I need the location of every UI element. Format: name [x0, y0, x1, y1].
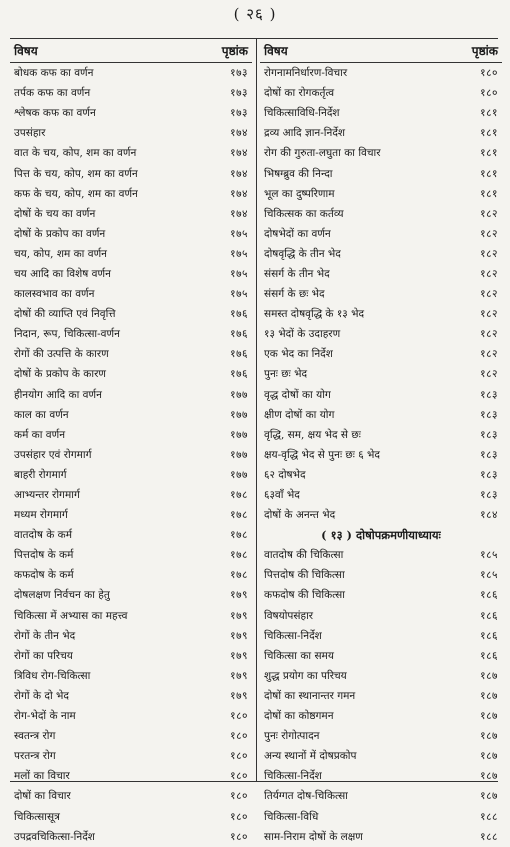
entry-page-number: १७६ — [230, 328, 248, 341]
entry-topic: वात के चय, कोप, शम का वर्णन — [14, 147, 137, 160]
entry-page-number: १८२ — [480, 328, 498, 341]
entry-page-number: १७४ — [230, 127, 248, 140]
page-number: ( २६ ) — [233, 5, 277, 23]
entry-topic: ६३वाँ भेद — [264, 489, 300, 502]
topic-heading: विषय — [14, 44, 38, 58]
entry-topic: संसर्ग के छः भेद — [264, 288, 325, 301]
index-entry — [260, 465, 502, 485]
index-entry — [260, 646, 502, 666]
entry-page-number: १८३ — [480, 489, 498, 502]
entry-topic: श्लेषक कफ का वर्णन — [14, 107, 96, 120]
page-heading: पृष्ठांक — [221, 44, 248, 58]
entry-topic: रोगों की उत्पत्ति के कारण — [14, 348, 109, 361]
entry-topic: दोषवृद्धि के तीन भेद — [264, 247, 341, 260]
index-entry — [10, 606, 252, 626]
page-heading: पृष्ठांक — [471, 44, 498, 58]
entry-topic: आभ्यन्तर रोगमार्ग — [14, 489, 80, 502]
entry-topic: रोगनामनिर्धारण-विचार — [264, 67, 348, 80]
index-entry — [10, 505, 252, 525]
index-entry — [10, 163, 252, 183]
entry-page-number: १८० — [230, 730, 248, 743]
index-entry — [260, 806, 502, 826]
entry-topic: दोषों का स्थानान्तर गमन — [264, 689, 356, 702]
entry-page-number: १७५ — [230, 267, 248, 280]
index-entry — [10, 244, 252, 264]
entry-topic: तिर्यग्गत दोष-चिकित्सा — [264, 790, 348, 803]
entry-page-number: १८७ — [480, 689, 498, 702]
index-entry — [260, 304, 502, 324]
entry-topic: चिकित्सा में अभ्यास का महत्त्व — [14, 609, 128, 622]
entry-topic: रोगों के तीन भेद — [14, 629, 76, 642]
entry-topic: भूल का दुष्परिणाम — [264, 187, 335, 200]
entry-page-number: १८७ — [480, 750, 498, 763]
entry-page-number: १८१ — [480, 187, 498, 200]
index-entry — [260, 445, 502, 465]
entry-page-number: १८३ — [480, 448, 498, 461]
entry-topic: दोषों के प्रकोप के कारण — [14, 368, 106, 381]
entry-page-number: १८१ — [480, 147, 498, 160]
entry-page-number: १८६ — [480, 589, 498, 602]
index-entry — [10, 364, 252, 384]
entry-page-number: १७८ — [230, 489, 248, 502]
entry-topic: रोग-भेदों के नाम — [14, 710, 76, 723]
entry-page-number: १७५ — [230, 247, 248, 260]
topic-heading: विषय — [264, 44, 288, 58]
left-column — [10, 39, 252, 843]
index-entry — [10, 806, 252, 826]
entry-topic: तर्पक कफ का वर्णन — [14, 87, 91, 100]
entry-topic: स्वतन्त्र रोग — [14, 730, 56, 743]
entry-topic: चय, कोप, शम का वर्णन — [14, 247, 107, 260]
index-entry — [10, 224, 252, 244]
entry-page-number: १७४ — [230, 167, 248, 180]
entry-page-number: १७४ — [230, 187, 248, 200]
index-entry — [10, 666, 252, 686]
entry-topic: कफ के चय, कोप, शम का वर्णन — [14, 187, 138, 200]
entry-topic: क्षय-वृद्धि भेद से पुनः छः ६ भेद — [264, 448, 381, 461]
index-entry — [10, 686, 252, 706]
entry-topic: भिषग्ब्रुव की निन्दा — [264, 167, 333, 180]
entry-page-number: १७३ — [230, 107, 248, 120]
entry-topic: साम-निराम दोषों के लक्षण — [264, 830, 363, 843]
entry-page-number: १८५ — [480, 549, 498, 562]
entry-topic: चिकित्सासूत्र — [14, 810, 60, 823]
index-entry — [10, 525, 252, 545]
entry-page-number: १७९ — [230, 649, 248, 662]
index-entry — [260, 786, 502, 806]
entry-topic: चिकित्सा-निर्देश — [264, 629, 322, 642]
entry-page-number: १८२ — [480, 227, 498, 240]
entry-topic: कफदोष की चिकित्सा — [264, 589, 345, 602]
index-entry — [10, 344, 252, 364]
entry-page-number: १८० — [230, 790, 248, 803]
entry-topic: बाहरी रोगमार्ग — [14, 468, 67, 481]
entry-page-number: १७८ — [230, 549, 248, 562]
entry-topic: रोग की गुरुता-लघुता का विचार — [264, 147, 381, 160]
entry-topic: दोषों के चय का वर्णन — [14, 207, 96, 220]
entry-topic: पुनः छः भेद — [264, 368, 308, 381]
entry-page-number: १७३ — [230, 67, 248, 80]
entry-topic: त्रिविध रोग-चिकित्सा — [14, 669, 91, 682]
entry-topic: वृद्धि, सम, क्षय भेद से छः — [264, 428, 361, 441]
index-entry — [260, 204, 502, 224]
index-entry — [10, 264, 252, 284]
entry-topic: चिकित्सा का समय — [264, 649, 334, 662]
index-entry — [10, 184, 252, 204]
index-entry — [10, 445, 252, 465]
entry-page-number: १७७ — [230, 468, 248, 481]
entry-topic: वातदोष के कर्म — [14, 529, 72, 542]
entry-topic: मध्यम रोगमार्ग — [14, 509, 68, 522]
entry-page-number: १८७ — [480, 669, 498, 682]
index-entry — [260, 686, 502, 706]
entry-page-number: १८३ — [480, 428, 498, 441]
entry-page-number: १८२ — [480, 288, 498, 301]
entry-page-number: १७४ — [230, 207, 248, 220]
entry-topic: रोगों का परिचय — [14, 649, 73, 662]
entry-page-number: १८३ — [480, 408, 498, 421]
index-entry — [10, 324, 252, 344]
index-entry — [260, 585, 502, 605]
right-column-header — [260, 39, 502, 63]
entry-topic: चिकित्सा-विधि — [264, 810, 319, 823]
right-entry-list — [260, 63, 502, 847]
entry-page-number: १८० — [230, 830, 248, 843]
entry-page-number: १८२ — [480, 368, 498, 381]
index-entry — [260, 63, 502, 83]
index-entry — [260, 385, 502, 405]
entry-page-number: १८० — [480, 87, 498, 100]
entry-page-number: १८६ — [480, 649, 498, 662]
contents-table — [10, 38, 498, 843]
entry-page-number: १७७ — [230, 408, 248, 421]
entry-page-number: १८७ — [480, 730, 498, 743]
index-entry — [10, 626, 252, 646]
entry-page-number: १८१ — [480, 167, 498, 180]
entry-page-number: १८३ — [480, 388, 498, 401]
entry-page-number: १८० — [230, 750, 248, 763]
index-entry — [260, 324, 502, 344]
index-entry — [10, 284, 252, 304]
index-entry — [10, 646, 252, 666]
entry-topic: दोषों का विचार — [14, 790, 71, 803]
index-entry — [10, 123, 252, 143]
entry-page-number: १८० — [230, 770, 248, 783]
index-entry — [260, 726, 502, 746]
entry-page-number: १८२ — [480, 207, 498, 220]
index-entry — [10, 425, 252, 445]
index-entry — [260, 706, 502, 726]
index-entry — [260, 425, 502, 445]
entry-topic: उपसंहार — [14, 127, 46, 140]
entry-topic: पुनः रोगोत्पादन — [264, 730, 320, 743]
entry-topic: पित्त के चय, कोप, शम का वर्णन — [14, 167, 138, 180]
entry-topic: कालस्वभाव का वर्णन — [14, 288, 95, 301]
chapter-heading — [260, 525, 502, 545]
entry-topic: दोषों के प्रकोप का वर्णन — [14, 227, 106, 240]
index-entry — [260, 565, 502, 585]
entry-page-number: १७९ — [230, 609, 248, 622]
index-entry — [10, 405, 252, 425]
index-entry — [260, 143, 502, 163]
entry-topic: चिकित्साविधि-निर्देश — [264, 107, 340, 120]
index-entry — [260, 184, 502, 204]
entry-topic: बोधक कफ का वर्णन — [14, 67, 94, 80]
index-entry — [260, 746, 502, 766]
entry-topic: पित्तदोष की चिकित्सा — [264, 569, 345, 582]
entry-topic: उपद्रवचिकित्सा-निर्देश — [14, 830, 95, 843]
entry-page-number: १८१ — [480, 107, 498, 120]
right-column — [260, 39, 502, 843]
index-entry — [260, 364, 502, 384]
index-entry — [10, 786, 252, 806]
entry-page-number: १७७ — [230, 448, 248, 461]
index-entry — [260, 405, 502, 425]
entry-topic: १३ भेदों के उदाहरण — [264, 328, 341, 341]
entry-page-number: १७७ — [230, 388, 248, 401]
index-entry — [260, 83, 502, 103]
entry-page-number: १७४ — [230, 147, 248, 160]
entry-topic: रोगों के दो भेद — [14, 689, 69, 702]
entry-topic: द्रव्य आदि ज्ञान-निर्देश — [264, 127, 346, 140]
index-entry — [260, 666, 502, 686]
index-entry — [10, 726, 252, 746]
index-entry — [260, 545, 502, 565]
entry-page-number: १७९ — [230, 629, 248, 642]
index-entry — [260, 606, 502, 626]
entry-page-number: १८८ — [480, 810, 498, 823]
entry-page-number: १७६ — [230, 368, 248, 381]
index-entry — [10, 746, 252, 766]
entry-page-number: १८२ — [480, 267, 498, 280]
index-entry — [260, 123, 502, 143]
entry-topic: कफदोष के कर्म — [14, 569, 74, 582]
entry-topic: कर्म का वर्णन — [14, 428, 66, 441]
entry-page-number: १७९ — [230, 669, 248, 682]
entry-topic: वृद्ध दोषों का योग — [264, 388, 331, 401]
entry-topic: ६२ दोषभेद — [264, 468, 306, 481]
entry-topic: पित्तदोष के कर्म — [14, 549, 74, 562]
entry-page-number: १८८ — [480, 830, 498, 843]
entry-page-number: १७५ — [230, 288, 248, 301]
index-entry — [260, 103, 502, 123]
entry-topic: मलों का विचार — [14, 770, 70, 783]
entry-topic: एक भेद का निर्देश — [264, 348, 333, 361]
entry-topic: ( १३ ) दोषोपक्रमणीयाध्यायः — [321, 527, 441, 542]
entry-topic: अन्य स्थानों में दोषप्रकोप — [264, 750, 357, 763]
entry-page-number: १८० — [480, 67, 498, 80]
index-entry — [10, 585, 252, 605]
entry-topic: वातदोष की चिकित्सा — [264, 549, 344, 562]
entry-page-number: १७८ — [230, 509, 248, 522]
index-entry — [10, 766, 252, 786]
entry-topic: काल का वर्णन — [14, 408, 69, 421]
entry-page-number: १७८ — [230, 529, 248, 542]
entry-page-number: १८३ — [480, 468, 498, 481]
index-entry — [260, 485, 502, 505]
entry-topic: विषयोपसंहार — [264, 609, 314, 622]
index-entry — [10, 706, 252, 726]
entry-page-number: १८२ — [480, 308, 498, 321]
entry-page-number: १८१ — [480, 127, 498, 140]
index-entry — [260, 244, 502, 264]
entry-topic: संसर्ग के तीन भेद — [264, 267, 330, 280]
index-entry — [260, 264, 502, 284]
index-entry — [260, 827, 502, 847]
entry-page-number: १७६ — [230, 348, 248, 361]
entry-topic: दोषों की व्याप्ति एवं निवृत्ति — [14, 308, 116, 321]
entry-topic: शुद्ध प्रयोग का परिचय — [264, 669, 347, 682]
entry-topic: उपसंहार एवं रोगमार्ग — [14, 448, 92, 461]
column-divider — [256, 39, 257, 781]
index-entry — [10, 385, 252, 405]
entry-topic: दोषों के अनन्त भेद — [264, 509, 336, 522]
entry-topic: चिकित्सक का कर्तव्य — [264, 207, 344, 220]
entry-page-number: १७८ — [230, 569, 248, 582]
entry-topic: दोषलक्षण निर्वचन का हेतु — [14, 589, 110, 602]
entry-page-number: १८४ — [480, 509, 498, 522]
entry-topic: परतन्त्र रोग — [14, 750, 56, 763]
entry-topic: निदान, रूप, चिकित्सा-वर्णन — [14, 328, 120, 341]
entry-topic: समस्त दोषवृद्धि के १३ भेद — [264, 308, 365, 321]
entry-page-number: १८६ — [480, 609, 498, 622]
index-entry — [260, 163, 502, 183]
index-entry — [260, 224, 502, 244]
index-entry — [10, 565, 252, 585]
entry-topic: चिकित्सा-निर्देश — [264, 770, 322, 783]
entry-page-number: १८५ — [480, 569, 498, 582]
index-entry — [10, 545, 252, 565]
entry-topic: दोषों का कोष्ठगमन — [264, 710, 334, 723]
entry-topic: हीनयोग आदि का वर्णन — [14, 388, 102, 401]
index-entry — [10, 204, 252, 224]
entry-page-number: १७६ — [230, 308, 248, 321]
entry-page-number: १८६ — [480, 629, 498, 642]
index-entry — [10, 304, 252, 324]
entry-topic: चय आदि का विशेष वर्णन — [14, 267, 111, 280]
index-entry — [10, 827, 252, 847]
entry-page-number: १७७ — [230, 428, 248, 441]
index-entry — [10, 63, 252, 83]
entry-topic: क्षीण दोषों का योग — [264, 408, 335, 421]
entry-page-number: १७३ — [230, 87, 248, 100]
entry-page-number: १७९ — [230, 689, 248, 702]
index-entry — [260, 505, 502, 525]
index-entry — [10, 83, 252, 103]
entry-page-number: १८७ — [480, 790, 498, 803]
entry-page-number: १८२ — [480, 348, 498, 361]
entry-topic: दोषों का रोगकर्तृत्व — [264, 87, 335, 100]
index-entry — [10, 465, 252, 485]
index-entry — [260, 344, 502, 364]
left-entry-list — [10, 63, 252, 847]
entry-topic: दोषभेदों का वर्णन — [264, 227, 331, 240]
index-entry — [10, 485, 252, 505]
left-column-header — [10, 39, 252, 63]
entry-page-number: १८२ — [480, 247, 498, 260]
entry-page-number: १८० — [230, 810, 248, 823]
index-entry — [260, 766, 502, 786]
index-entry — [10, 143, 252, 163]
entry-page-number: १८० — [230, 710, 248, 723]
entry-page-number: १७९ — [230, 589, 248, 602]
entry-page-number: १७५ — [230, 227, 248, 240]
entry-page-number: १८७ — [480, 710, 498, 723]
entry-page-number: १८७ — [480, 770, 498, 783]
index-entry — [260, 284, 502, 304]
index-entry — [10, 103, 252, 123]
index-entry — [260, 626, 502, 646]
